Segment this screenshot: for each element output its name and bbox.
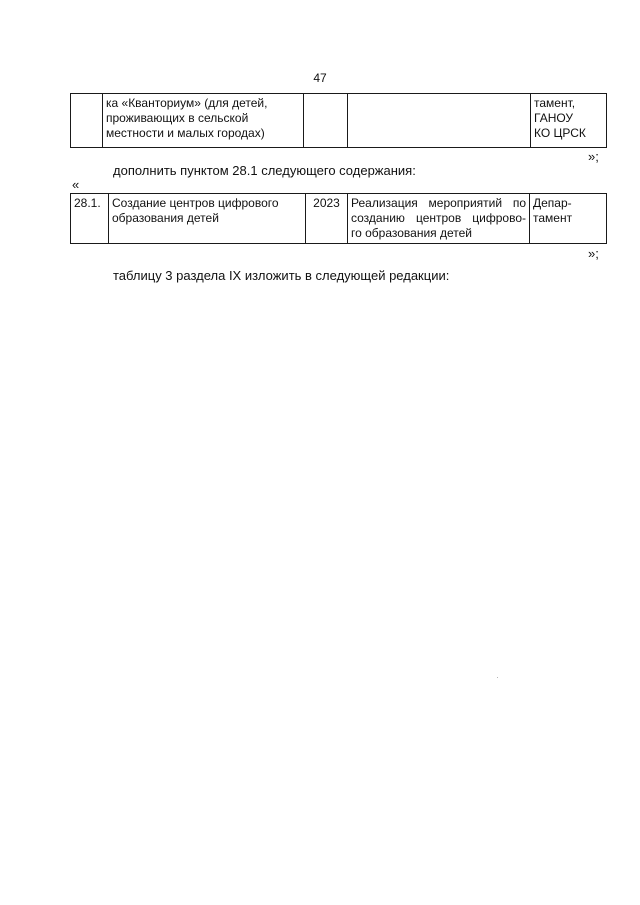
opening-quote: « — [72, 177, 80, 192]
cell-measures — [348, 194, 530, 244]
cell-line: тамент — [533, 211, 573, 225]
cell-year: 2023 — [306, 194, 348, 244]
cell-executor — [530, 194, 607, 244]
cell-line: тамент, — [534, 96, 576, 110]
paragraph-add-item: дополнить пунктом 28.1 следующего содержания: — [113, 163, 416, 178]
table-continuation — [70, 93, 607, 148]
cell-line: Реализация мероприятий по — [351, 196, 526, 210]
cell-number: 28.1. — [71, 194, 109, 244]
cell-line: Депар- — [533, 196, 572, 210]
scan-speck — [497, 677, 498, 678]
closing-quote: »; — [588, 246, 599, 261]
cell-line: созданию центров цифрово- — [351, 211, 526, 225]
table-row — [71, 94, 607, 148]
cell-measures — [348, 94, 531, 148]
paragraph-table-3: таблицу 3 раздела IX изложить в следующей редакции: — [113, 268, 450, 283]
cell-line: проживающих в сельской — [106, 111, 249, 125]
cell-name — [109, 194, 306, 244]
cell-line: Создание центров цифрового — [112, 196, 279, 210]
cell-year — [304, 94, 348, 148]
cell-line: ГАНОУ — [534, 111, 574, 125]
cell-name — [103, 94, 304, 148]
cell-line: местности и малых городах) — [106, 126, 265, 140]
closing-quote: »; — [588, 149, 599, 164]
cell-line: образования детей — [112, 211, 219, 225]
table-row — [71, 194, 607, 244]
cell-line: ка «Кванториум» (для детей, — [106, 96, 268, 110]
cell-line: КО ЦРСК — [534, 126, 586, 140]
page-number: 47 — [313, 71, 327, 85]
cell-line: го образования детей — [351, 226, 473, 240]
cell-executor — [531, 94, 607, 148]
cell-number — [71, 94, 103, 148]
table-item-28-1 — [70, 193, 607, 244]
